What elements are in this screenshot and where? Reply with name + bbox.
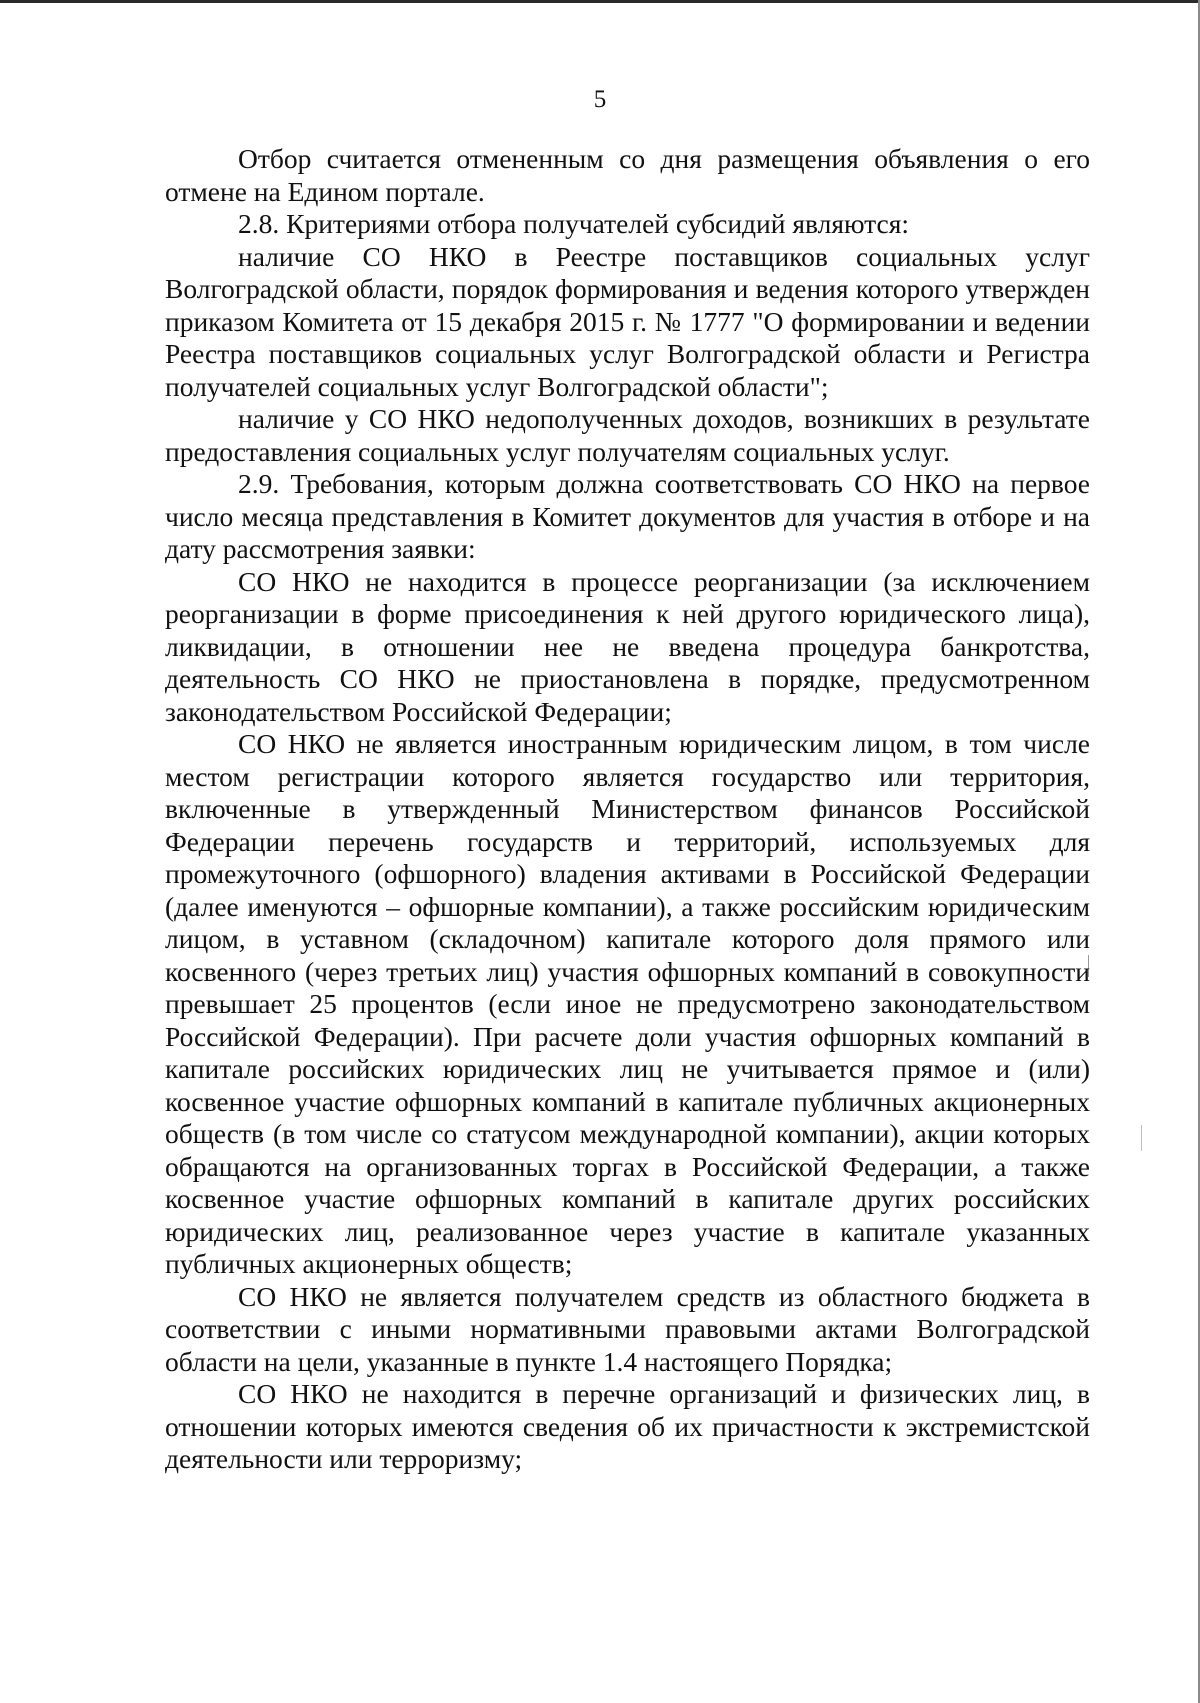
paragraph-criterion-lost-income: наличие у СО НКО недополученных доходов, возникших в результате предоставления социальных услуг получателям социальных услуг. — [165, 403, 1090, 467]
document-body — [165, 143, 1090, 1476]
scan-top-edge — [0, 0, 1200, 3]
paragraph-requirement-offshore: СО НКО не является иностранным юридическим лицом, в том числе местом регистрации которого является государство или территория, включенные в утвержденный Министерством финансов Российской Федерации перечень государств и территорий, используемых для промежуточного (офшорного) владения активами в Российской Федерации (далее именуются – офшорные компании), а также российским юридическим лицом, в уставном (складочном) капитале которого доля прямого или косвенного (через третьих лиц) участия офшорных компаний в совокупности превышает 25 процентов (если иное не предусмотрено законодательством Российской Федерации). При расчете доли участия офшорных компаний в капитале российских юридических лиц не учитывается прямое и (или) косвенное участие офшорных компаний в капитале публичных акционерных обществ (в том числе со статусом международной компании), акции которых обращаются на организованных торгах в Российской Федерации, а также косвенное участие офшорных компаний в капитале других российских юридических лиц, реализованное через участие в капитале указанных публичных акционерных обществ; — [165, 728, 1090, 1279]
paragraph-criterion-registry: наличие СО НКО в Реестре поставщиков социальных услуг Волгоградской области, порядок формирования и ведения которого утвержден приказом Комитета от 15 декабря 2015 г. № 1777 "О формировании и ведении Реестра поставщиков социальных услуг Волгоградской области и Регистра получателей социальных услуг Волгоградской области"; — [165, 240, 1090, 402]
paragraph-2-9-heading: 2.9. Требования, которым должна соответствовать СО НКО на первое число месяца представления в Комитет документов для участия в отборе и на дату рассмотрения заявки: — [165, 468, 1090, 564]
paragraph-requirement-extremism: СО НКО не находится в перечне организаций и физических лиц, в отношении которых имеются сведения об их причастности к экстремистской деятельности или терроризму; — [165, 1378, 1090, 1474]
paragraph-requirement-reorganization: СО НКО не находится в процессе реорганизации (за исключением реорганизации в форме присоединения к ней другого юридического лица), ликвидации, в отношении нее не введена процедура банкротства, деятельность СО НКО не приостановлена в порядке, предусмотренном законодательством Российской Федерации; — [165, 565, 1090, 727]
paragraph-requirement-budget: СО НКО не является получателем средств из областного бюджета в соответствии с иными нормативными правовыми актами Волгоградской области на цели, указанные в пункте 1.4 настоящего Порядка; — [165, 1280, 1090, 1377]
scan-speck — [1141, 1125, 1142, 1151]
page-number: 5 — [593, 86, 607, 113]
paragraph-2-8-heading: 2.8. Критериями отбора получателей субсидий являются: — [238, 208, 910, 239]
paragraph-selection-cancellation: Отбор считается отмененным со дня размещения объявления о его отмене на Едином портале. — [165, 143, 1090, 207]
